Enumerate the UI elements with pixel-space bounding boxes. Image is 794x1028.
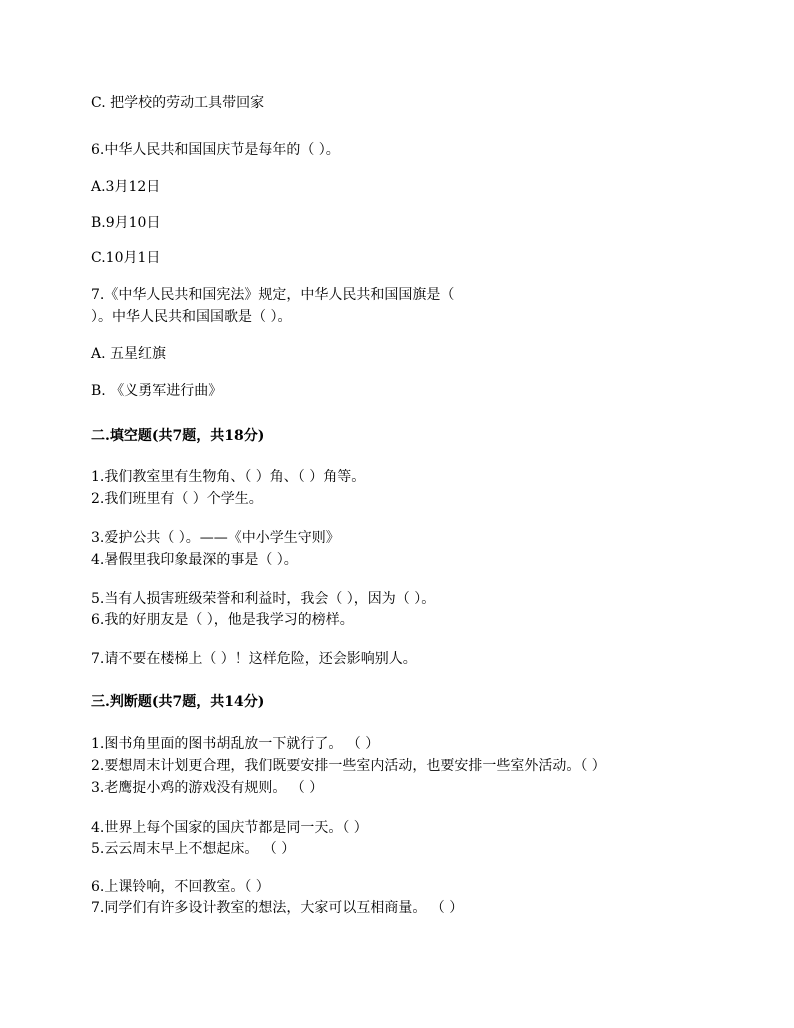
section3-heading: 三.判断题(共7题，共14分) <box>91 694 265 710</box>
section2-item-4: 4.暑假里我印象最深的事是（ ）。 <box>91 552 298 568</box>
q6-option-b: B.9月10日 <box>91 215 161 231</box>
section2-item-6: 6.我的好朋友是（ ），他是我学习的榜样。 <box>91 612 354 628</box>
section3-item-6: 6.上课铃响，不回教室。（ ） <box>91 879 270 895</box>
q7-stem-line1: 7.《中华人民共和国宪法》规定，中华人民共和国国旗是（ <box>91 287 455 303</box>
q6-stem: 6.中华人民共和国国庆节是每年的（ ）。 <box>91 142 340 158</box>
section2-item-1: 1.我们教室里有生物角、（ ）角、（ ）角等。 <box>91 469 366 485</box>
q7-option-b: B. 《义勇军进行曲》 <box>91 383 223 399</box>
section3-item-5: 5.云云周末早上不想起床。 （ ） <box>91 841 296 857</box>
section3-item-3: 3.老鹰捉小鸡的游戏没有规则。 （ ） <box>91 780 324 796</box>
section2-heading: 二.填空题(共7题，共18分) <box>91 428 265 444</box>
section3-item-7: 7.同学们有许多设计教室的想法，大家可以互相商量。 （ ） <box>91 900 464 916</box>
q7-option-a: A. 五星红旗 <box>91 346 167 362</box>
q6-option-a: A.3月12日 <box>91 179 161 195</box>
section2-item-2: 2.我们班里有（ ）个学生。 <box>91 491 263 507</box>
section3-item-4: 4.世界上每个国家的国庆节都是同一天。（ ） <box>91 820 368 836</box>
section2-item-5: 5.当有人损害班级荣誉和利益时，我会（ ），因为（ ）。 <box>91 591 436 607</box>
section2-item-7: 7.请不要在楼梯上（ ）！这样危险，还会影响别人。 <box>91 651 417 667</box>
q6-option-c: C.10月1日 <box>91 250 161 266</box>
section3-item-1: 1.图书角里面的图书胡乱放一下就行了。 （ ） <box>91 736 380 752</box>
q7-stem-line2: ）。中华人民共和国国歌是（ ）。 <box>91 309 292 325</box>
section2-item-3: 3.爱护公共（ ）。——《中小学生守则》 <box>91 530 340 546</box>
section3-item-2: 2.要想周末计划更合理，我们既要安排一些室内活动，也要安排一些室外活动。（ ） <box>91 758 606 774</box>
q5-option-c: C. 把学校的劳动工具带回家 <box>91 95 265 111</box>
